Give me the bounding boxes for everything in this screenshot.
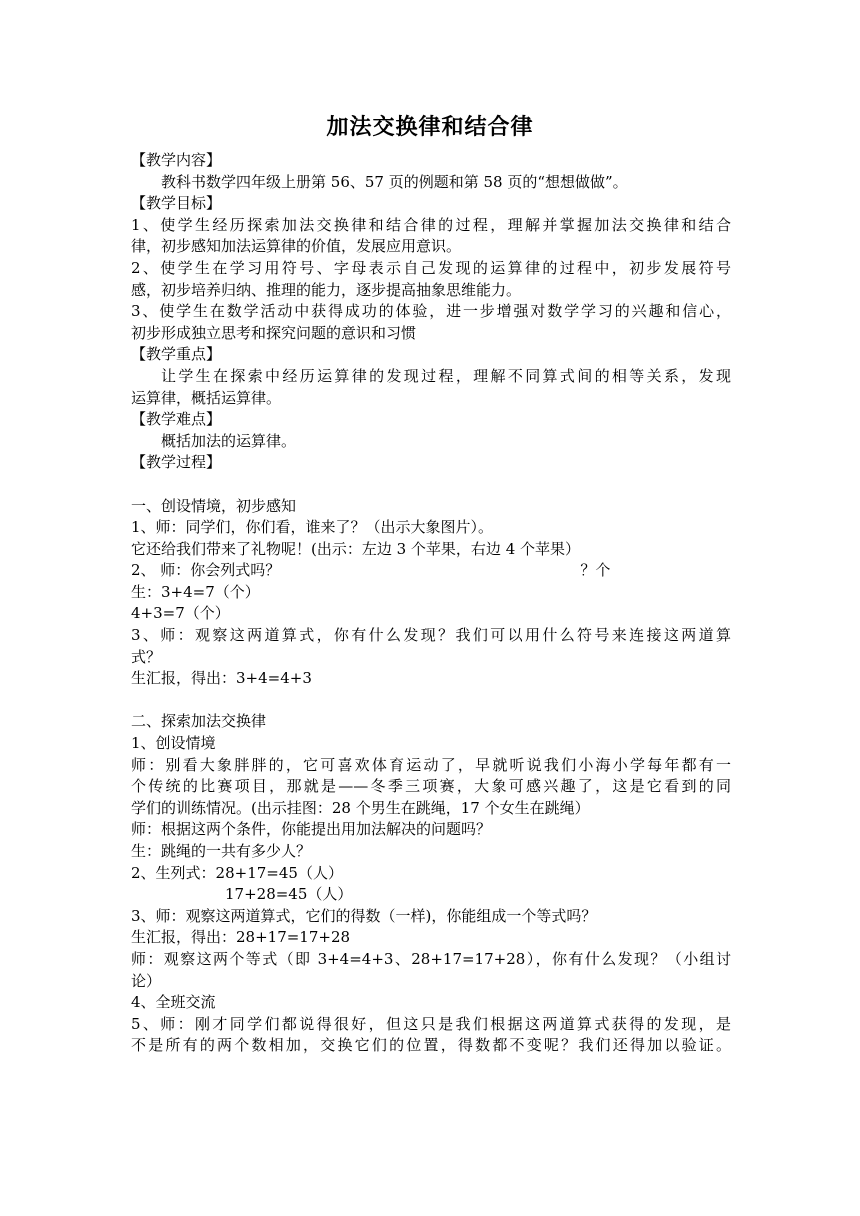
- section-1-title: 一、创设情境，初步感知: [131, 496, 297, 515]
- question-count-label: ？个: [580, 561, 611, 580]
- goal-1-line-2: 律，初步感知加法运算律的价值，发展应用意识。: [131, 237, 462, 256]
- section-1-line-3-text: 2、 师：你会列式吗？: [131, 561, 281, 580]
- section-1-line-4: 生：3+4=7（个）: [131, 582, 260, 601]
- section-1-line-6a: 3、师：观察这两道算式，你有什么发现？我们可以用什么符号来连接这两道算: [131, 626, 731, 645]
- goal-2-line-2: 感，初步培养归纳、推理的能力，逐步提高抽象思维能力。: [131, 280, 522, 299]
- goal-2-line-1: 2、使学生在学习用符号、字母表示自己发现的运算律的过程中，初步发展符号: [131, 258, 731, 277]
- spacer: [131, 690, 731, 712]
- goal-3-line-1: 3、使学生在数学活动中获得成功的体验，进一步增强对数学学习的兴趣和信心，: [131, 302, 731, 321]
- section-2-line-9b: 论）: [131, 971, 162, 990]
- section-1-line-5: 4+3=7（个）: [131, 604, 230, 623]
- section-header-content: 【教学内容】: [131, 151, 222, 169]
- key-point-line-2: 运算律，概括运算律。: [131, 388, 282, 407]
- goal-3-line-2: 初步形成独立思考和探究问题的意识和习惯: [131, 323, 417, 342]
- section-2-line-11a: 5、师：刚才同学们都说得很好，但这只是我们根据这两道算式获得的发现，是: [131, 1014, 731, 1033]
- section-2-line-1: 1、创设情境: [131, 734, 216, 753]
- section-1-line-6b: 式？: [131, 647, 162, 666]
- section-2-line-2a: 师：别看大象胖胖的，它可喜欢体育运动了，早就听说我们小海小学每年都有一: [131, 755, 731, 774]
- section-2-line-8: 生汇报，得出：28+17=17+28: [131, 928, 351, 947]
- section-2-line-11b: 不是所有的两个数相加，交换它们的位置，得数都不变呢？我们还得加以验证。: [131, 1036, 731, 1055]
- section-header-difficulty: 【教学难点】: [131, 410, 222, 429]
- section-2-line-6: 17+28=45（人）: [225, 885, 353, 904]
- section-2-line-5: 2、生列式：28+17=45（人）: [131, 863, 343, 882]
- section-2-line-7: 3、师：观察这两道算式，它们的得数（一样)，你能组成一个等式吗？: [131, 906, 597, 925]
- section-2-title: 二、探索加法交换律: [131, 712, 267, 731]
- section-header-key-point: 【教学重点】: [131, 345, 222, 364]
- section-header-goals: 【教学目标】: [131, 194, 222, 213]
- key-point-line-1: 让学生在探索中经历运算律的发现过程，理解不同算式间的相等关系，发现: [161, 366, 731, 385]
- section-2-line-2b: 个传统的比赛项目，那就是——冬季三项赛，大象可感兴趣了，这是它看到的同: [131, 777, 731, 796]
- spacer: [131, 474, 731, 496]
- section-1-line-7: 生汇报，得出：3+4=4+3: [131, 669, 312, 688]
- section-2-line-4: 生：跳绳的一共有多少人？: [131, 842, 312, 860]
- section-1-line-2: 它还给我们带来了礼物呢！(出示：左边 3 个苹果，右边 4 个苹果）: [131, 539, 581, 558]
- section-2-line-3: 师：根据这两个条件，你能提出用加法解决的问题吗？: [131, 820, 492, 839]
- section-1-line-3: [131, 560, 731, 582]
- goal-1-line-1: 1、使学生经历探索加法交换律和结合律的过程，理解并掌握加法交换律和结合: [131, 215, 731, 234]
- section-header-process: 【教学过程】: [131, 453, 222, 472]
- section-2-line-9a: 师：观察这两个等式（即 3+4=4+3、28+17=17+28），你有什么发现？（小组讨: [131, 949, 731, 968]
- document-body: [131, 150, 731, 1057]
- section-2-line-2c: 学们的训练情况。(出示挂图：28 个男生在跳绳，17 个女生在跳绳）: [131, 798, 590, 817]
- section-2-line-10: 4、全班交流: [131, 993, 216, 1012]
- paragraph-content: 教科书数学四年级上册第 56、57 页的例题和第 58 页的“想想做做”。: [161, 172, 628, 191]
- section-1-line-1: 1、师：同学们，你们看，谁来了？（出示大象图片）。: [131, 518, 494, 537]
- page-title: 加法交换律和结合律: [326, 114, 534, 140]
- difficulty-text: 概括加法的运算律。: [161, 431, 297, 450]
